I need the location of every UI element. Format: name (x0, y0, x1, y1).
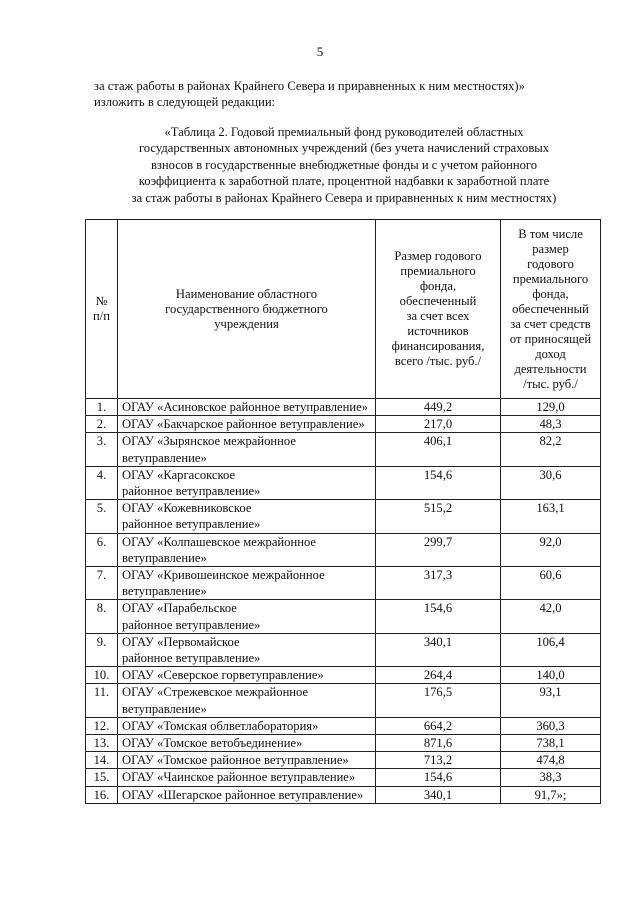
row-number: 7. (86, 567, 118, 600)
institution-name: ОГАУ «Кожевниковское районное ветуправление» (118, 500, 376, 533)
institution-name: ОГАУ «Шегарское районное ветуправление» (118, 786, 376, 803)
income-fund-value: 60,6 (501, 567, 601, 600)
table-row (86, 500, 601, 533)
institution-name: ОГАУ «Томская облветлаборатория» (118, 717, 376, 734)
caption-line: взносов в государственные внебюджетные фонды и с учетом районного (150, 157, 538, 172)
header-total-fund: Размер годового премиального фонда, обеспеченный за счет всех источников финансирования, всего /тыс. руб./ (376, 220, 501, 399)
institution-name: ОГАУ «Стрежевское межрайонное ветуправление» (118, 684, 376, 717)
caption-line: коэффициента к заработной плате, процентной надбавки к заработной плате (138, 174, 550, 189)
intro-line-2: изложить в следующей редакции: (94, 95, 276, 109)
table-row (86, 633, 601, 666)
institution-name: ОГАУ «Асиновское районное ветуправление» (118, 399, 376, 416)
institution-name: ОГАУ «Томское районное ветуправление» (118, 752, 376, 769)
income-fund-value: 38,3 (501, 769, 601, 786)
table-row (86, 567, 601, 600)
total-fund-value: 664,2 (376, 717, 501, 734)
income-fund-value: 360,3 (501, 717, 601, 734)
table-caption (88, 124, 600, 206)
header-income-fund: В том числе размер годового премиального фонда, обеспеченный за счет средств от приносящей доход деятельности /тыс. руб./ (501, 220, 601, 399)
table-row (86, 735, 601, 752)
row-number: 2. (86, 416, 118, 433)
total-fund-value: 317,3 (376, 567, 501, 600)
row-number: 9. (86, 633, 118, 666)
table-row (86, 600, 601, 633)
page-number: 5 (316, 44, 324, 59)
institution-name: ОГАУ «Зырянское межрайонное ветуправление» (118, 433, 376, 466)
row-number: 12. (86, 717, 118, 734)
income-fund-value: 474,8 (501, 752, 601, 769)
total-fund-value: 713,2 (376, 752, 501, 769)
table-row (86, 684, 601, 717)
income-fund-value: 48,3 (501, 416, 601, 433)
income-fund-value: 140,0 (501, 667, 601, 684)
intro-line-1: за стаж работы в районах Крайнего Севера и приравненных к ним местностях)» (94, 79, 525, 93)
total-fund-value: 449,2 (376, 399, 501, 416)
institution-name: ОГАУ «Чаинское районное ветуправление» (118, 769, 376, 786)
total-fund-value: 515,2 (376, 500, 501, 533)
table-row (86, 533, 601, 566)
institution-name: ОГАУ «Бакчарское районное ветуправление» (118, 416, 376, 433)
row-number: 3. (86, 433, 118, 466)
table-row (86, 466, 601, 499)
total-fund-value: 264,4 (376, 667, 501, 684)
income-fund-value: 129,0 (501, 399, 601, 416)
header-name: Наименование областного государственного бюджетного учреждения (118, 220, 376, 399)
income-fund-value: 738,1 (501, 735, 601, 752)
table-row (86, 433, 601, 466)
row-number: 14. (86, 752, 118, 769)
total-fund-value: 217,0 (376, 416, 501, 433)
table-header-row (86, 220, 601, 399)
institution-name: ОГАУ «Первомайское районное ветуправление» (118, 633, 376, 666)
table-row (86, 717, 601, 734)
income-fund-value: 163,1 (501, 500, 601, 533)
institution-name: ОГАУ «Каргасокское районное ветуправление» (118, 466, 376, 499)
header-num: № п/п (86, 220, 118, 399)
table-row (86, 416, 601, 433)
total-fund-value: 406,1 (376, 433, 501, 466)
table-row (86, 769, 601, 786)
table-row (86, 752, 601, 769)
income-fund-value: 82,2 (501, 433, 601, 466)
income-fund-value: 93,1 (501, 684, 601, 717)
table-row (86, 786, 601, 803)
total-fund-value: 154,6 (376, 600, 501, 633)
institution-name: ОГАУ «Парабельское районное ветуправление» (118, 600, 376, 633)
total-fund-value: 176,5 (376, 684, 501, 717)
total-fund-value: 340,1 (376, 633, 501, 666)
total-fund-value: 154,6 (376, 466, 501, 499)
caption-line: «Таблица 2. Годовой премиальный фонд руководителей областных (164, 125, 524, 139)
row-number: 15. (86, 769, 118, 786)
total-fund-value: 299,7 (376, 533, 501, 566)
row-number: 10. (86, 667, 118, 684)
row-number: 11. (86, 684, 118, 717)
institution-name: ОГАУ «Томское ветобъединение» (118, 735, 376, 752)
institution-name: ОГАУ «Северское горветуправление» (118, 667, 376, 684)
institution-name: ОГАУ «Колпашевское межрайонное ветуправление» (118, 533, 376, 566)
premium-fund-table (85, 219, 601, 804)
row-number: 13. (86, 735, 118, 752)
table-row (86, 399, 601, 416)
institution-name: ОГАУ «Кривошеинское межрайонное ветуправление» (118, 567, 376, 600)
income-fund-value: 91,7»; (501, 786, 601, 803)
total-fund-value: 340,1 (376, 786, 501, 803)
row-number: 6. (86, 533, 118, 566)
row-number: 16. (86, 786, 118, 803)
total-fund-value: 871,6 (376, 735, 501, 752)
caption-line: государственных автономных учреждений (без учета начислений страховых (138, 141, 550, 156)
row-number: 8. (86, 600, 118, 633)
income-fund-value: 92,0 (501, 533, 601, 566)
income-fund-value: 42,0 (501, 600, 601, 633)
caption-line: за стаж работы в районах Крайнего Севера и приравненных к ним местностях) (131, 190, 557, 205)
row-number: 1. (86, 399, 118, 416)
total-fund-value: 154,6 (376, 769, 501, 786)
income-fund-value: 106,4 (501, 633, 601, 666)
row-number: 4. (86, 466, 118, 499)
row-number: 5. (86, 500, 118, 533)
income-fund-value: 30,6 (501, 466, 601, 499)
table-row (86, 667, 601, 684)
